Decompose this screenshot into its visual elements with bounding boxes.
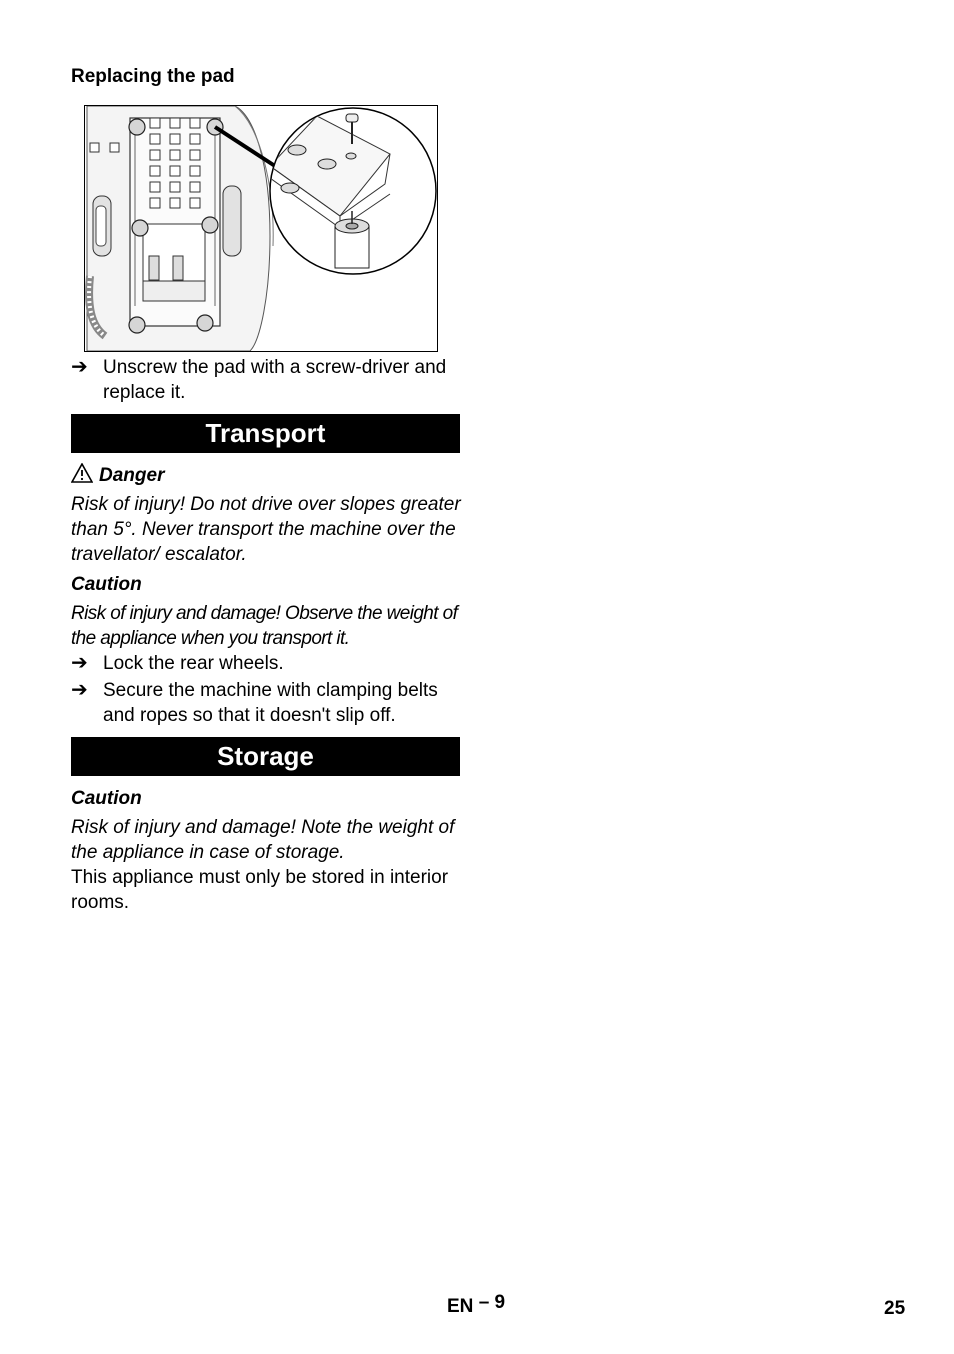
right-arrow-icon: ➔ (71, 356, 88, 378)
caution-title: Caution (71, 574, 142, 595)
step-text: Lock the rear wheels. (103, 653, 284, 674)
right-arrow-icon: ➔ (71, 652, 88, 674)
step-item (71, 355, 461, 405)
section-title-replacing-pad: Replacing the pad (71, 66, 235, 87)
section-page-number: – 9 (478, 1292, 506, 1313)
storage-note: This appliance must only be stored in interior rooms. (71, 867, 449, 913)
caution-text: Risk of injury and damage! Observe the weight of the appliance when you transport it. (71, 603, 458, 649)
section-banner-transport: Transport (71, 414, 460, 453)
pad-replacement-illustration (84, 105, 438, 352)
warning-triangle-icon (71, 463, 93, 483)
step-item (71, 651, 461, 676)
caution-text: Risk of injury and damage! Note the weight of the appliance in case of storage. (71, 817, 455, 863)
step-text: Unscrew the pad with a screw-driver and replace it. (103, 357, 447, 403)
danger-title-text: Danger (99, 465, 165, 486)
storage-content (71, 786, 461, 915)
step-item (71, 678, 461, 728)
language-code: EN (447, 1296, 474, 1317)
caution-title: Caution (71, 788, 142, 809)
page-number: 25 (884, 1298, 906, 1319)
replacing-steps (71, 355, 461, 405)
footer-language (447, 1292, 506, 1318)
danger-text: Risk of injury! Do not drive over slopes greater than 5°. Never transport the machine over the travellator/ escalator. (71, 494, 461, 565)
transport-content (71, 463, 461, 728)
danger-title (71, 463, 461, 488)
section-banner-storage: Storage (71, 737, 460, 776)
right-arrow-icon: ➔ (71, 679, 88, 701)
step-text: Secure the machine with clamping belts and ropes so that it doesn't slip off. (103, 680, 438, 726)
